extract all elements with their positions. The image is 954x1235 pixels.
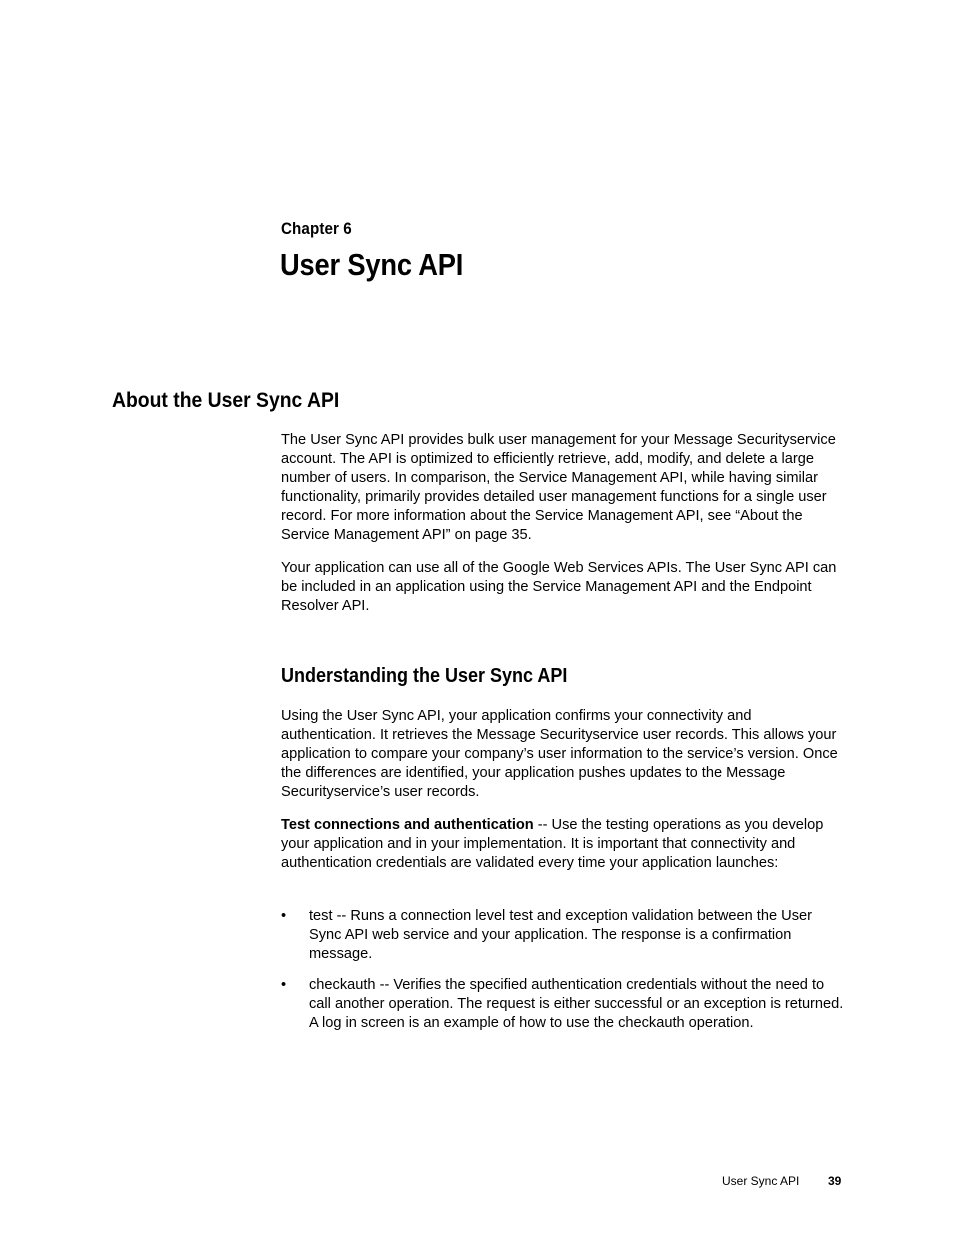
test-connections-bold: Test connections and authentication [281,817,534,833]
section-heading-understanding: Understanding the User Sync API [281,665,568,687]
footer-title: User Sync API [722,1174,800,1188]
bullet-icon: • [281,977,287,993]
understanding-paragraph [281,707,846,802]
bullet-text: checkauth -- Verifies the specified authentication credentials without the need to call another operation. The request is either successful or an exception is returned. A log in screen is an example of how to use the checkauth operation. [309,977,844,1031]
bullet-text: test -- Runs a connection level test and exception validation between the User Sync API web service and your application. The response is a confirmation message. [309,908,812,962]
about-paragraph-2 [281,559,846,616]
test-connections-paragraph [281,816,846,873]
paragraph-text: Your application can use all of the Google Web Services APIs. The User Sync API can be included in an application using the Service Management API and the Endpoint Resolver API. [281,560,837,614]
paragraph-text: Using the User Sync API, your application confirms your connectivity and authentication. It retrieves the Message Securityservice user records. This allows your application to compare your company’s user information to the service’s version. Once the differences are identified, your application pushes updates to the Message Securityservice’s user records. [281,708,838,800]
paragraph-text: The User Sync API provides bulk user management for your Message Securityservice account. The API is optimized to efficiently retrieve, add, modify, and delete a large number of users. In comparison, the Service Management API, while having similar functionality, primarily provides detailed user management functions for a single user record. For more information about the Service Management API, see “About the Service Management API” on page 35. [281,432,836,543]
section-heading-about: About the User Sync API [112,388,340,412]
chapter-title: User Sync API [280,247,464,282]
chapter-label: Chapter 6 [281,220,352,238]
about-paragraph-1 [281,431,846,545]
bullet-item-checkauth [281,976,846,1033]
page-number: 39 [828,1174,842,1188]
test-connections-text: -- Use the testing operations as you develop your application and in your implementation. It is important that connectivity and authentication credentials are validated every time your application launches: [281,817,824,871]
bullet-item-test [281,907,846,964]
bullet-list [281,907,846,1033]
bullet-icon: • [281,908,287,924]
